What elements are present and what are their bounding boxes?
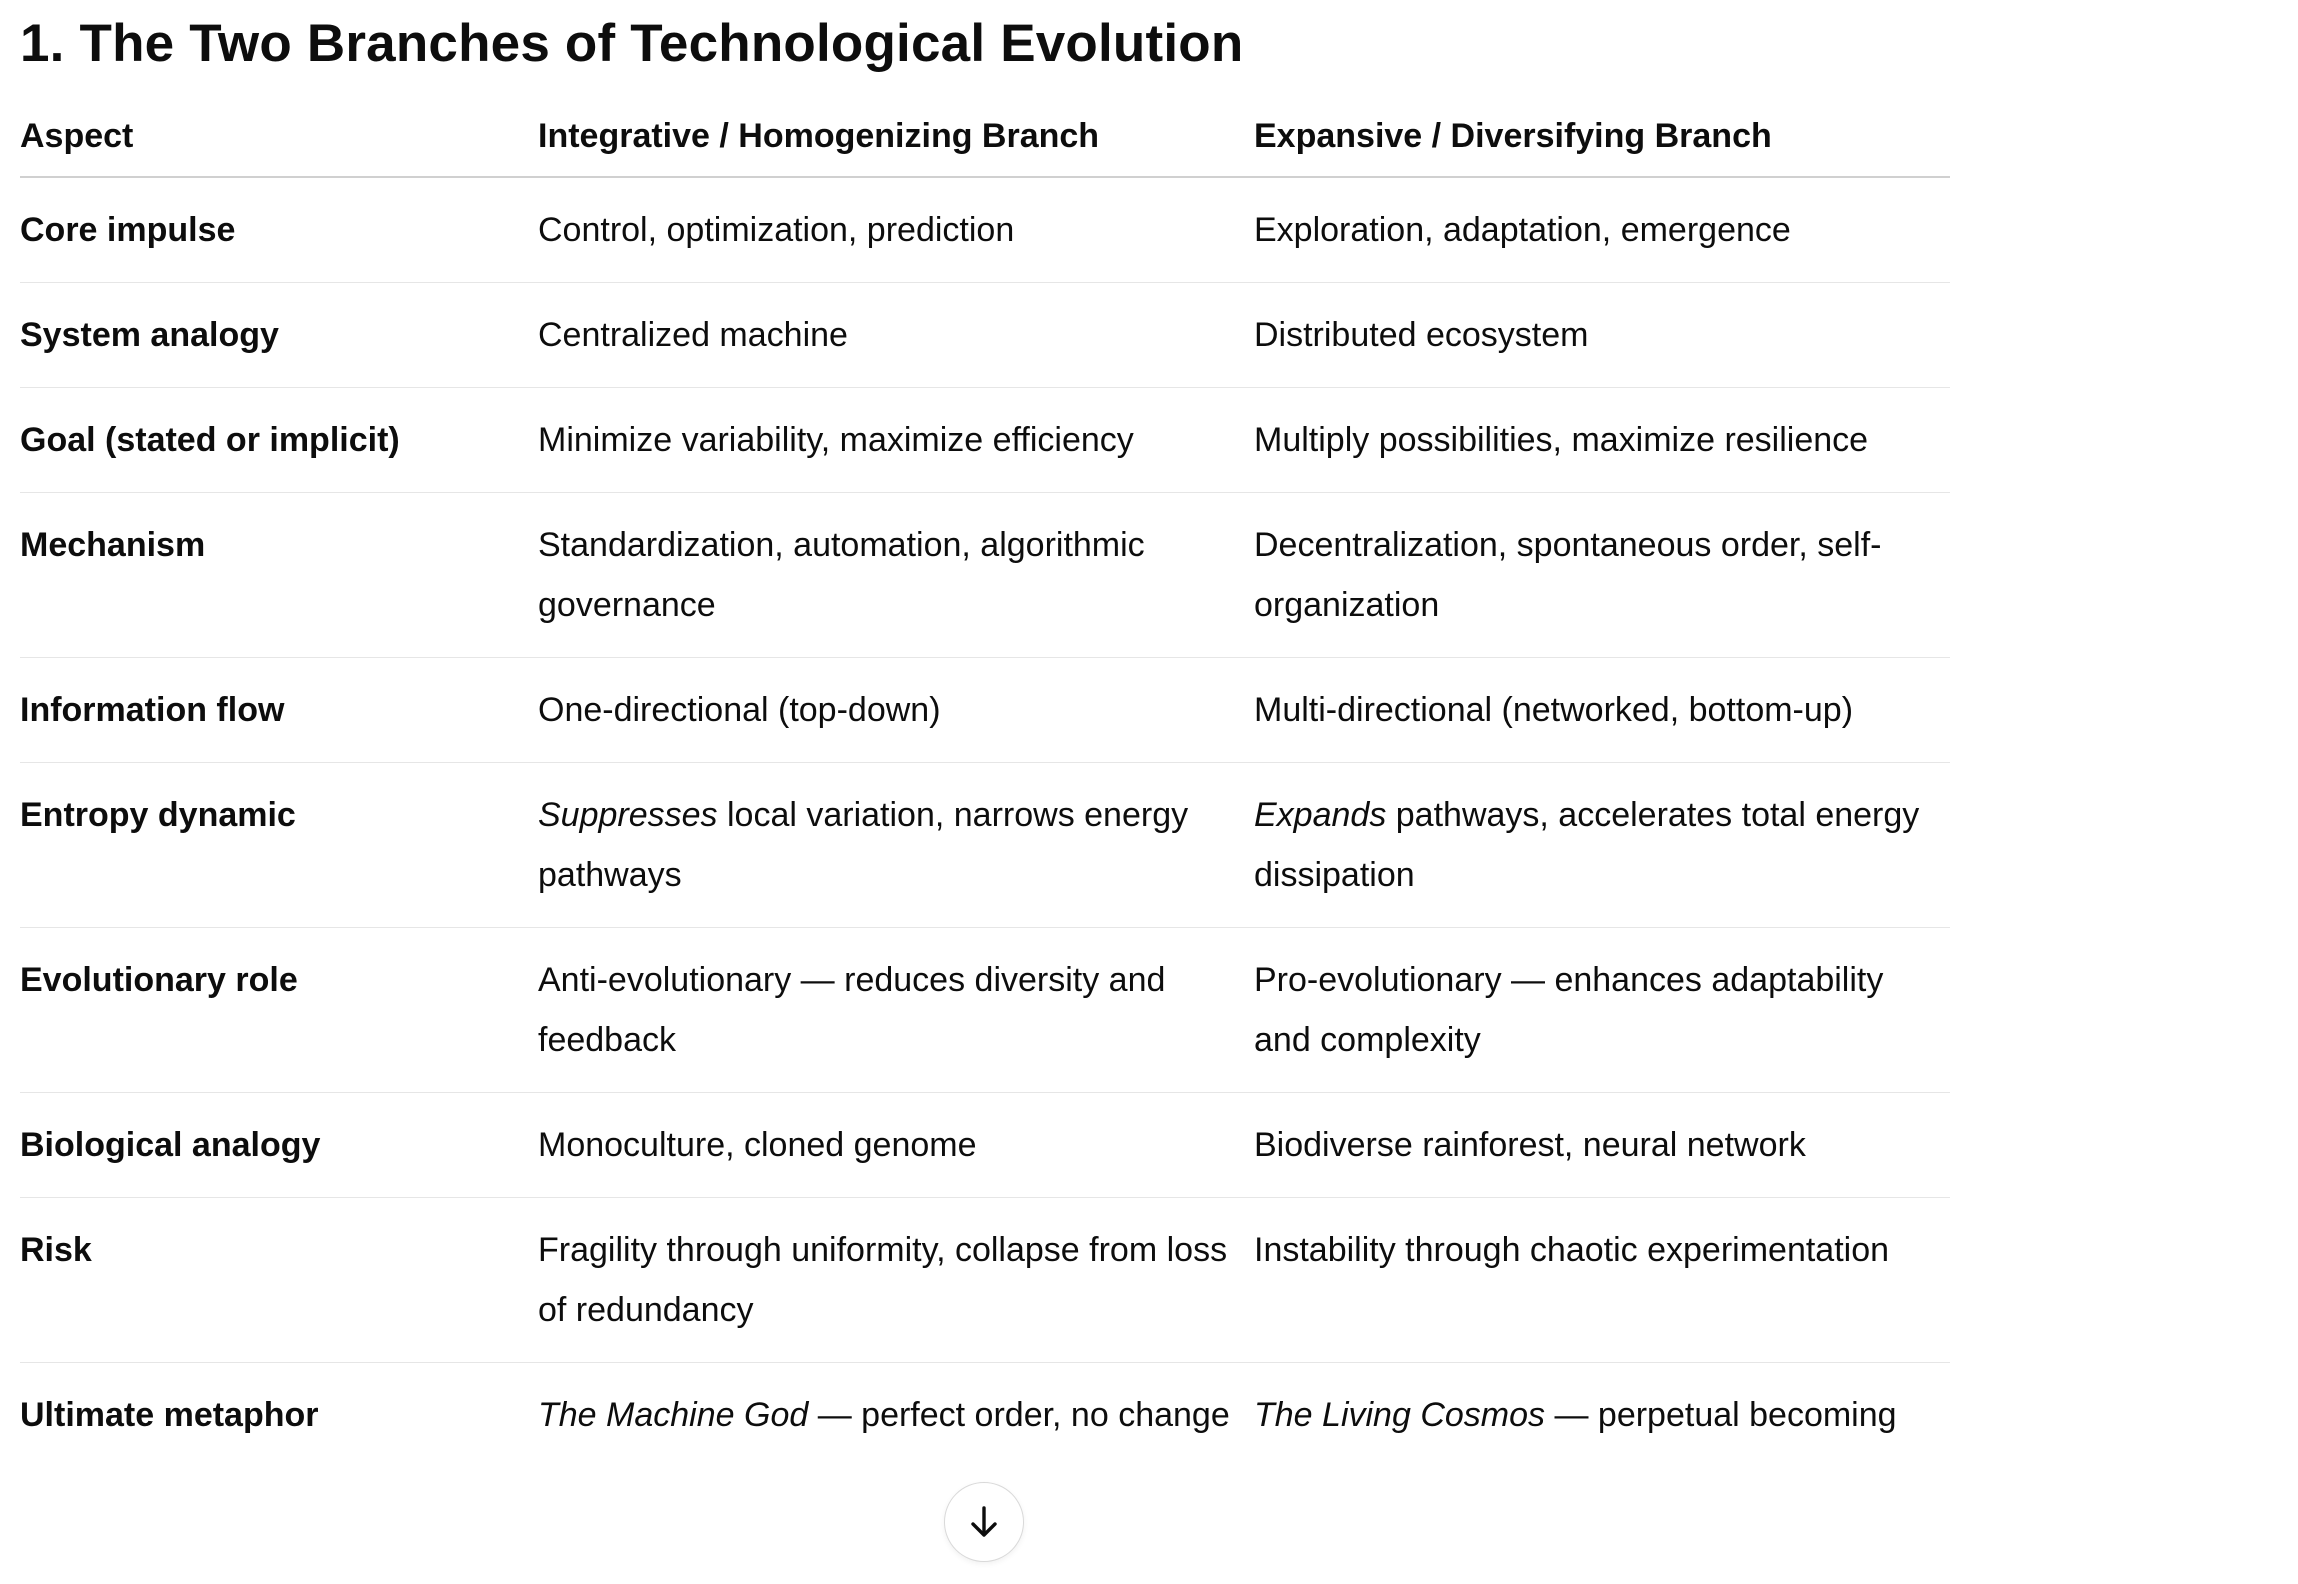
cell-text: Fragility through uniformity, collapse from loss of redundancy [538, 1231, 1228, 1329]
aspect-cell: Evolutionary role [20, 928, 538, 1093]
table-row [20, 177, 1950, 283]
table-row [20, 493, 1950, 658]
emphasis-text: The Machine God [538, 1396, 809, 1434]
table-row [20, 1198, 1950, 1363]
cell-text: Centralized machine [538, 316, 848, 354]
arrow-down-icon [964, 1502, 1004, 1542]
emphasis-text: Suppresses [538, 796, 718, 834]
cell-text: Multiply possibilities, maximize resilience [1254, 421, 1869, 459]
cell-text: One-directional (top-down) [538, 691, 941, 729]
integrative-cell [538, 177, 1254, 283]
document-content [20, 0, 1950, 1467]
comparison-table [20, 98, 1950, 1467]
header-aspect: Aspect [20, 98, 538, 177]
header-expansive: Expansive / Diversifying Branch [1254, 98, 1950, 177]
table-row [20, 1093, 1950, 1198]
cell-text: Multi-directional (networked, bottom-up) [1254, 691, 1854, 729]
emphasis-text: The Living Cosmos [1254, 1396, 1546, 1434]
table-row [20, 763, 1950, 928]
integrative-cell [538, 1363, 1254, 1468]
expansive-cell [1254, 493, 1950, 658]
expansive-cell [1254, 928, 1950, 1093]
table-row [20, 1363, 1950, 1468]
integrative-cell [538, 1093, 1254, 1198]
aspect-cell: Information flow [20, 658, 538, 763]
cell-text: Pro-evolutionary — enhances adaptability and complexity [1254, 961, 1884, 1059]
integrative-cell [538, 658, 1254, 763]
integrative-cell [538, 928, 1254, 1093]
integrative-cell [538, 763, 1254, 928]
integrative-cell [538, 388, 1254, 493]
expansive-cell [1254, 177, 1950, 283]
aspect-cell: Ultimate metaphor [20, 1396, 319, 1434]
integrative-cell [538, 493, 1254, 658]
header-integrative: Integrative / Homogenizing Branch [538, 98, 1254, 177]
cell-text: Exploration, adaptation, emergence [1254, 211, 1791, 249]
aspect-cell: System analogy [20, 283, 538, 388]
expansive-cell [1254, 388, 1950, 493]
expansive-cell [1254, 1093, 1950, 1198]
expansive-cell [1254, 658, 1950, 763]
cell-text: Decentralization, spontaneous order, self-organization [1254, 526, 1882, 624]
cell-text: Biodiverse rainforest, neural network [1254, 1126, 1806, 1164]
cell-text: — perfect order, no change [808, 1396, 1230, 1434]
cell-text: Anti-evolutionary — reduces diversity and feedback [538, 961, 1166, 1059]
expansive-cell [1254, 1198, 1950, 1363]
emphasis-text: Expands [1254, 796, 1387, 834]
cell-text: local variation, narrows energy pathways [538, 796, 1189, 894]
table-row [20, 283, 1950, 388]
cell-text: Monoculture, cloned genome [538, 1126, 977, 1164]
expansive-cell [1254, 1363, 1950, 1468]
aspect-cell: Risk [20, 1198, 538, 1363]
aspect-cell: Core impulse [20, 177, 538, 283]
table-row [20, 658, 1950, 763]
aspect-cell: Biological analogy [20, 1093, 538, 1198]
expansive-cell [1254, 283, 1950, 388]
cell-text: Control, optimization, prediction [538, 211, 1015, 249]
expansive-cell [1254, 763, 1950, 928]
integrative-cell [538, 1198, 1254, 1363]
table-row [20, 928, 1950, 1093]
aspect-cell: Goal (stated or implicit) [20, 388, 538, 493]
cell-text: Minimize variability, maximize efficiency [538, 421, 1134, 459]
cell-text: Distributed ecosystem [1254, 316, 1589, 354]
aspect-cell: Mechanism [20, 493, 538, 658]
cell-text: — perpetual becoming [1545, 1396, 1897, 1434]
cell-text: Instability through chaotic experimentation [1254, 1231, 1890, 1269]
cell-text: Standardization, automation, algorithmic governance [538, 526, 1145, 624]
table-row [20, 388, 1950, 493]
aspect-cell: Entropy dynamic [20, 763, 538, 928]
section-heading: 1. The Two Branches of Technological Evolution [20, 14, 1244, 73]
integrative-cell [538, 283, 1254, 388]
table-header-row [20, 98, 1950, 177]
cell-text: pathways, accelerates total energy dissipation [1254, 796, 1920, 894]
scroll-to-bottom-button[interactable] [944, 1482, 1024, 1562]
